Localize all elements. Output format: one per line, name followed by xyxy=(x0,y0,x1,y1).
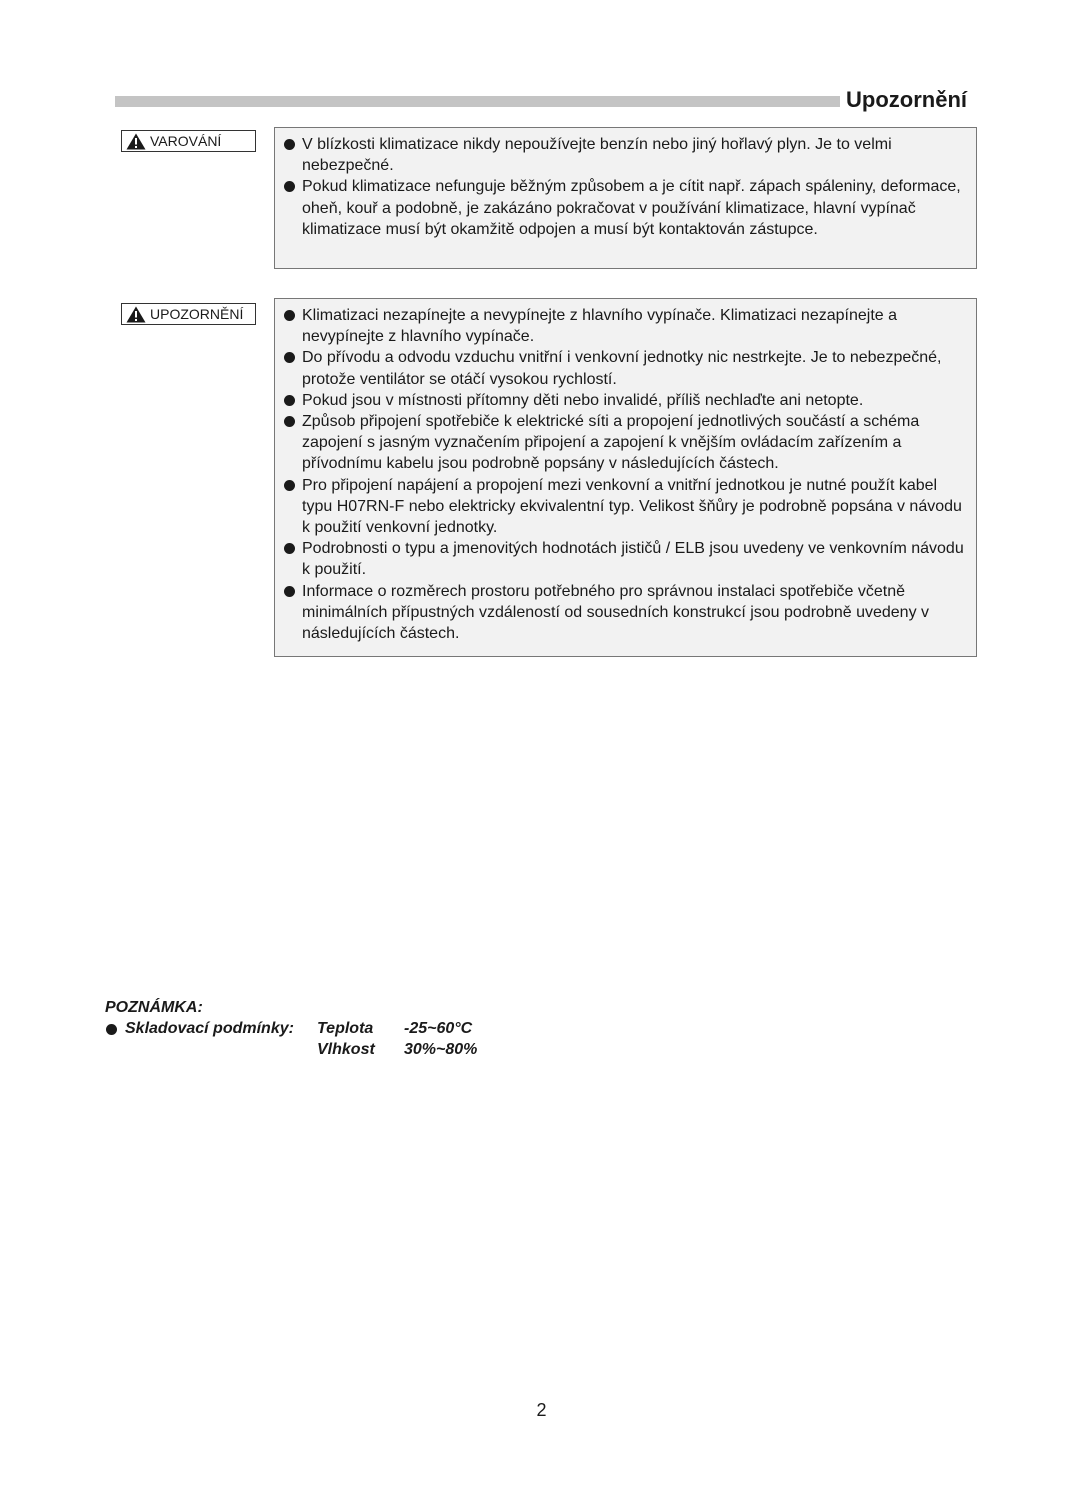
page-number: 2 xyxy=(536,1400,547,1420)
list-item-text: Pokud jsou v místnosti přítomny děti nebo invalidé, příliš nechlaďte ani netopte. xyxy=(302,391,864,409)
list-item-text: Pokud klimatizace nefunguje běžným způsobem a je cítit např. zápach spáleniny, deformace, oheň, kouř a podobně, je zakázáno pokračovat v používání klimatizace, hlavní vypínač klimatizace musí být okamžitě odpojen a musí být kontaktován zástupce. xyxy=(302,178,961,238)
bullet-icon xyxy=(284,543,295,554)
note-row-humidity xyxy=(105,1039,478,1060)
header-rule xyxy=(115,96,840,107)
warning-triangle-icon xyxy=(126,133,146,150)
list-item xyxy=(284,134,966,176)
warning-label xyxy=(121,130,256,152)
note-row-name: Vlhkost xyxy=(317,1041,375,1058)
list-item-text: Informace o rozměrech prostoru potřebného pro správnou instalaci spotřebiče včetně minimálních přípustných vzdáleností od sousedních konstrukcí jsou podrobně uvedeny v následujících částech. xyxy=(302,582,930,643)
bullet-icon xyxy=(284,586,295,597)
note-row-name: Teplota xyxy=(317,1020,374,1037)
list-item xyxy=(284,390,966,411)
bullet-icon xyxy=(284,480,295,491)
list-item-text: Pro připojení napájení a propojení mezi venkovní a vnitřní jednotkou je nutné použít kabel typu H07RN-F nebo elektricky ekvivalentní typ. Velikost šňůry je podrobně popsána v návodu k použití venkovní jednotky. xyxy=(302,476,962,537)
warning-list xyxy=(284,134,966,240)
bullet-icon xyxy=(284,139,295,150)
bullet-icon xyxy=(106,1024,117,1035)
note-row-value: 30%~80% xyxy=(404,1041,478,1058)
list-item xyxy=(284,305,966,347)
note-row-temperature xyxy=(105,1018,473,1039)
page-title: Upozornění xyxy=(846,87,967,112)
caution-box xyxy=(274,298,977,657)
list-item xyxy=(284,475,966,539)
list-item xyxy=(284,538,966,580)
note-label: Skladovací podmínky: xyxy=(125,1020,294,1037)
list-item-text: Způsob připojení spotřebiče k elektrické síti a propojení jednotlivých součástí a schéma zapojení s jasným vyznačením připojení a zapojení k vnějším ovládacím zařízením a přívodnímu kabelu jsou podrobně popsány v následujících částech. xyxy=(302,413,920,473)
list-item-text: Podrobnosti o typu a jmenovitých hodnotách jističů / ELB jsou uvedeny ve venkovním návodu k použití. xyxy=(302,540,964,579)
list-item xyxy=(284,347,966,389)
bullet-icon xyxy=(284,352,295,363)
list-item xyxy=(284,176,966,240)
list-item xyxy=(284,411,966,475)
bullet-icon xyxy=(284,310,295,321)
caution-label xyxy=(121,303,256,325)
list-item-text: Do přívodu a odvodu vzduchu vnitřní i venkovní jednotky nic nestrkejte. Je to nebezpečné, protože ventilátor se otáčí vysokou rychlostí. xyxy=(302,349,942,388)
warning-label-text: VAROVÁNÍ xyxy=(150,133,222,149)
list-item-text: Klimatizaci nezapínejte a nevypínejte z hlavního vypínače. Klimatizaci nezapínejte a nevypínejte z hlavního vypínače. xyxy=(302,307,898,346)
bullet-icon xyxy=(284,395,295,406)
note-row-value: -25~60°C xyxy=(404,1020,473,1037)
warning-triangle-icon xyxy=(126,306,146,323)
list-item-text: V blízkosti klimatizace nikdy nepoužívejte benzín nebo jiný hořlavý plyn. Je to velmi nebezpečné. xyxy=(302,136,892,175)
list-item xyxy=(284,581,966,645)
bullet-icon xyxy=(284,416,295,427)
caution-list xyxy=(284,305,966,644)
caution-label-text: UPOZORNĚNÍ xyxy=(150,306,244,322)
bullet-icon xyxy=(284,181,295,192)
note-section xyxy=(105,997,478,1060)
warning-box xyxy=(274,127,977,269)
note-title: POZNÁMKA: xyxy=(105,999,203,1016)
